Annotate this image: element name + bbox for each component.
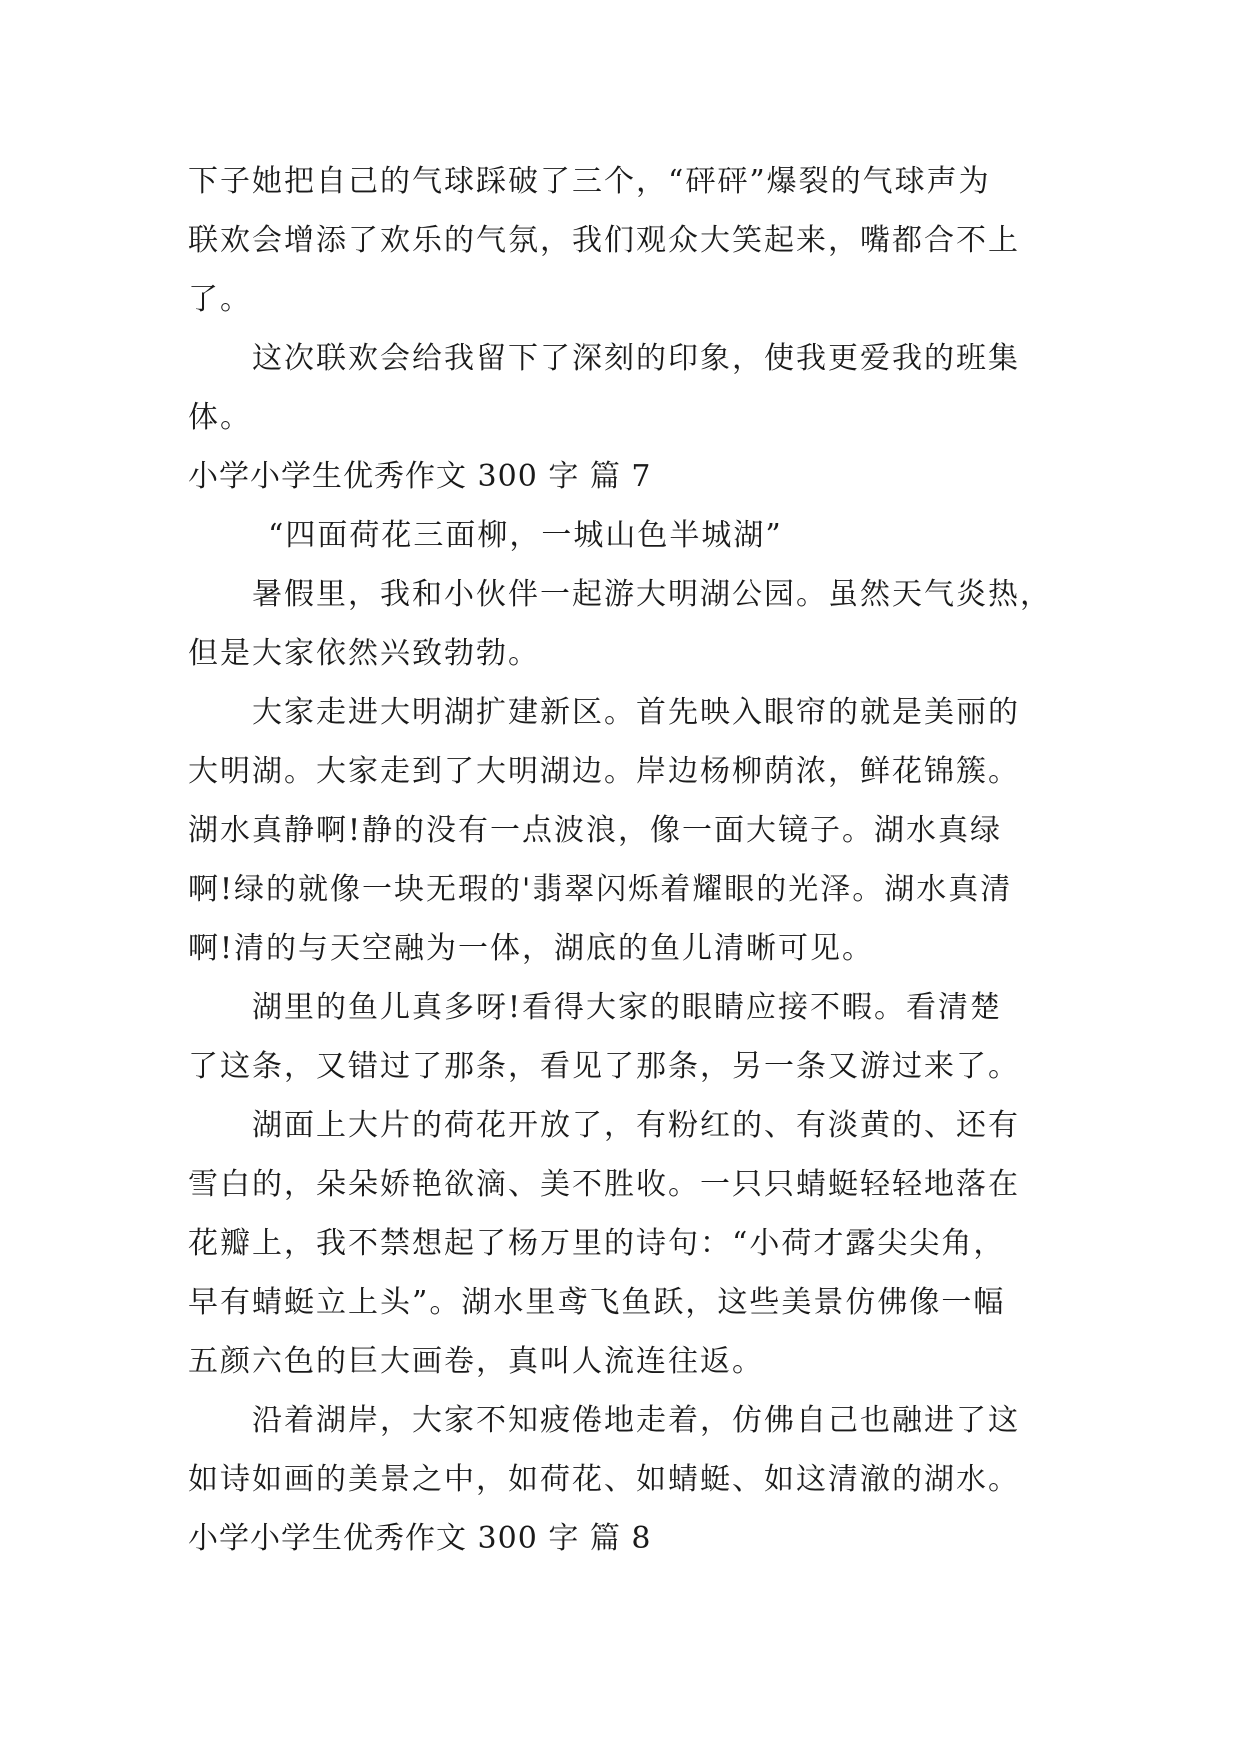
paragraph-line: 湖里的鱼儿真多呀!看得大家的眼睛应接不暇。看清楚	[252, 990, 1003, 1025]
paragraph-line: 但是大家依然兴致勃勃。	[188, 636, 540, 671]
section-heading: 小学小学生优秀作文 300 字 篇 8	[188, 1521, 652, 1556]
quote-line: “四面荷花三面柳，一城山色半城湖”	[268, 518, 783, 553]
paragraph-line: 联欢会增添了欢乐的气氛，我们观众大笑起来，嘴都合不上	[188, 223, 1020, 258]
paragraph-line: 五颜六色的巨大画卷，真叫人流连往返。	[188, 1344, 764, 1379]
section-heading: 小学小学生优秀作文 300 字 篇 7	[188, 459, 652, 494]
document-page	[188, 152, 1058, 1568]
paragraph-line: 早有蜻蜓立上头”。湖水里鸢飞鱼跃，这些美景仿佛像一幅	[188, 1285, 1006, 1320]
paragraph-line: 如诗如画的美景之中，如荷花、如蜻蜓、如这清澈的湖水。	[188, 1462, 1020, 1497]
paragraph-line: 啊!清的与天空融为一体，湖底的鱼儿清晰可见。	[188, 931, 875, 966]
paragraph-line: 了这条，又错过了那条，看见了那条，另一条又游过来了。	[188, 1049, 1020, 1084]
paragraph-line: 了。	[188, 282, 252, 317]
paragraph-line: 雪白的，朵朵娇艳欲滴、美不胜收。一只只蜻蜓轻轻地落在	[188, 1167, 1020, 1202]
paragraph-line: 啊!绿的就像一块无瑕的'翡翠闪烁着耀眼的光泽。湖水真清	[188, 872, 1013, 907]
paragraph-line: 大明湖。大家走到了大明湖边。岸边杨柳荫浓，鲜花锦簇。	[188, 754, 1020, 789]
paragraph-line: 这次联欢会给我留下了深刻的印象，使我更爱我的班集	[252, 341, 1020, 376]
paragraph-line: 湖面上大片的荷花开放了，有粉红的、有淡黄的、还有	[252, 1108, 1020, 1143]
paragraph-line: 暑假里，我和小伙伴一起游大明湖公园。虽然天气炎热，	[252, 577, 1052, 612]
paragraph-line: 体。	[188, 400, 252, 435]
paragraph-line: 沿着湖岸，大家不知疲倦地走着，仿佛自己也融进了这	[252, 1403, 1020, 1438]
paragraph-line: 大家走进大明湖扩建新区。首先映入眼帘的就是美丽的	[252, 695, 1020, 730]
paragraph-line: 花瓣上，我不禁想起了杨万里的诗句：“小荷才露尖尖角，	[188, 1226, 1006, 1261]
paragraph-line: 下子她把自己的气球踩破了三个，“砰砰”爆裂的气球声为	[188, 164, 991, 199]
paragraph-line: 湖水真静啊!静的没有一点波浪，像一面大镜子。湖水真绿	[188, 813, 1003, 848]
